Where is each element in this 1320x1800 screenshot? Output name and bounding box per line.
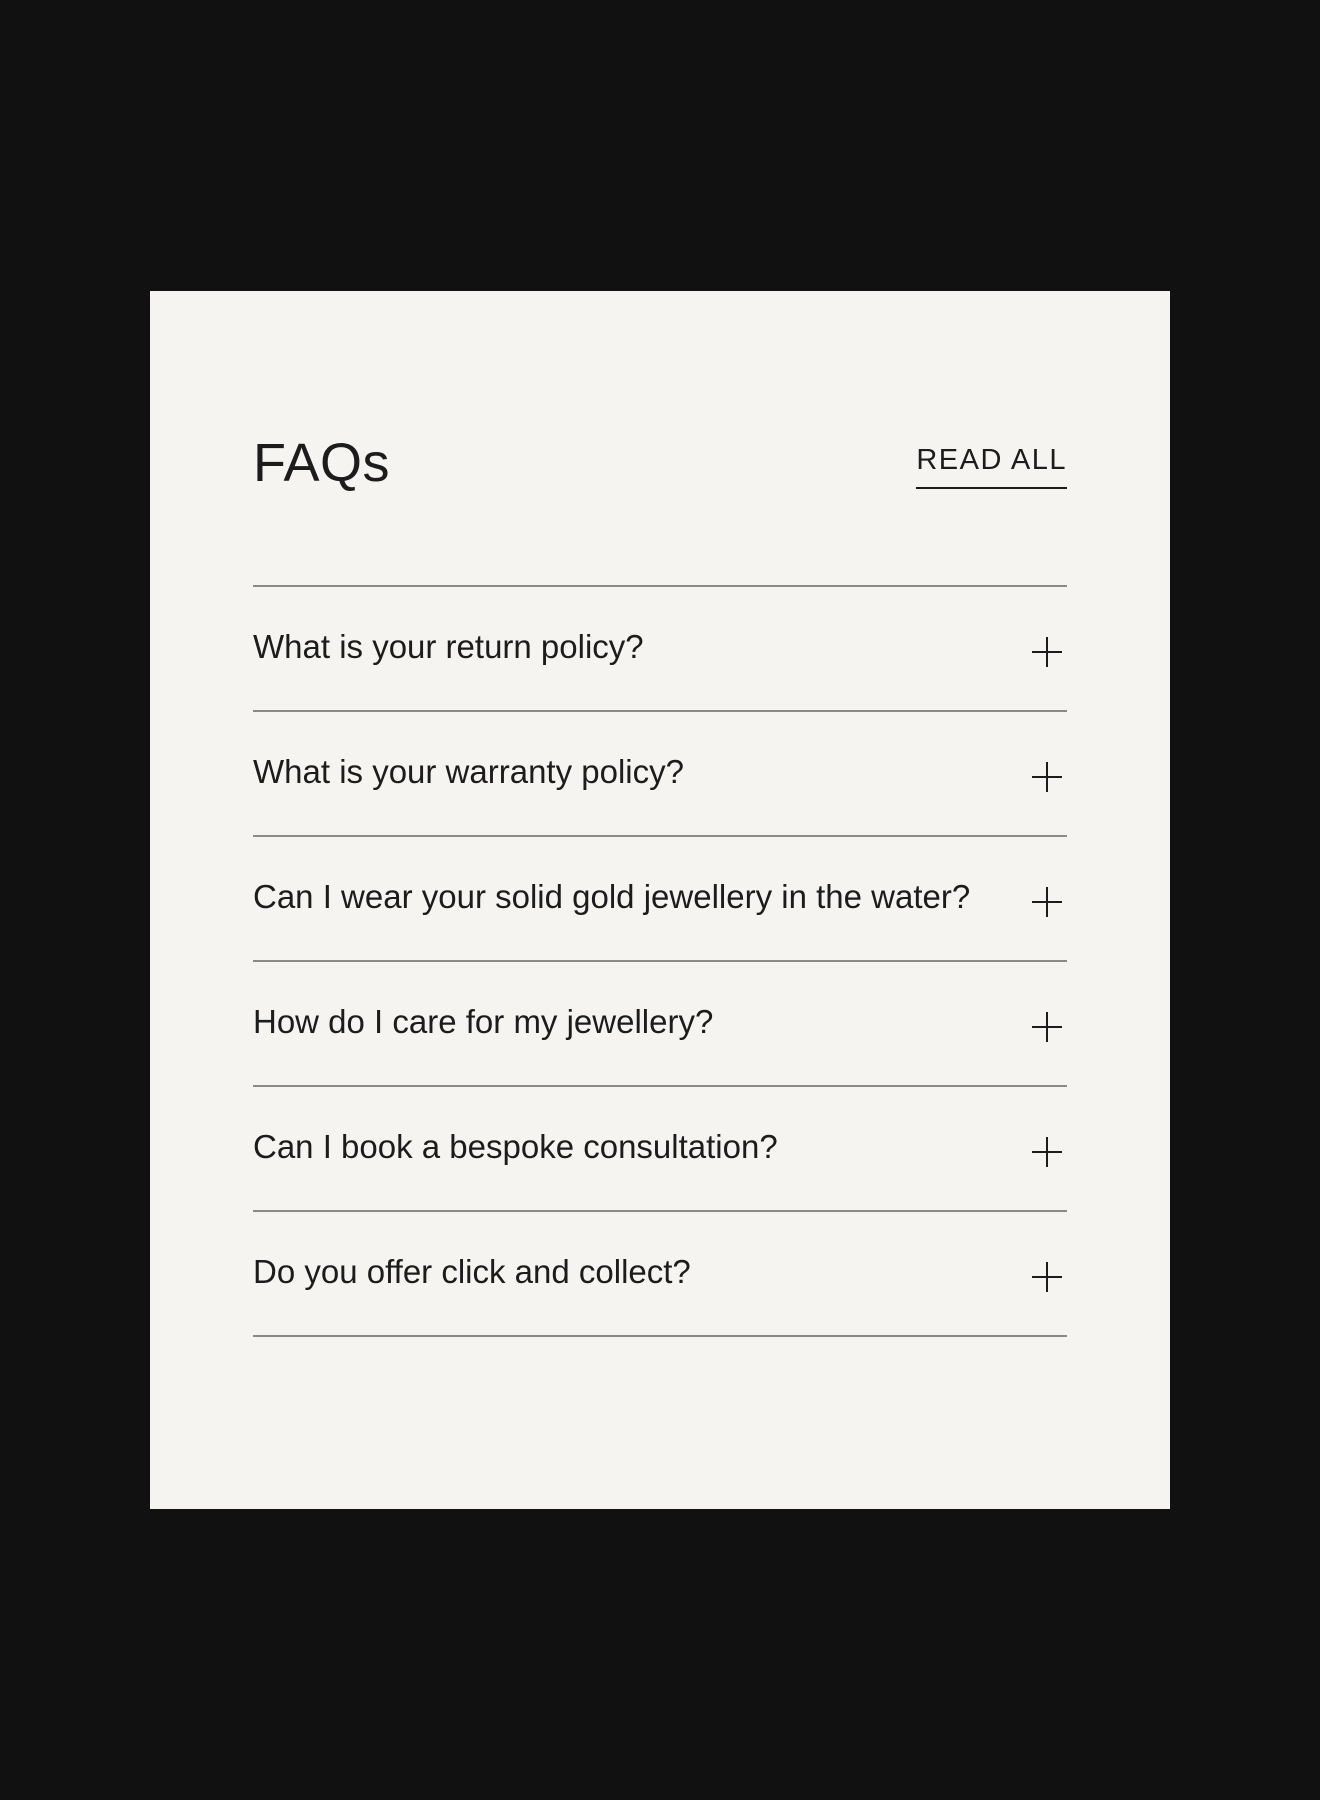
faq-header xyxy=(253,431,1067,495)
faq-item-return-policy[interactable] xyxy=(253,587,1067,712)
plus-icon[interactable] xyxy=(1032,1137,1062,1167)
plus-icon[interactable] xyxy=(1032,887,1062,917)
faq-list xyxy=(253,585,1067,1337)
faq-item-click-and-collect[interactable] xyxy=(253,1212,1067,1337)
faq-item-bespoke-consultation[interactable] xyxy=(253,1087,1067,1212)
read-all-link[interactable]: READ ALL xyxy=(916,443,1067,489)
faq-question: How do I care for my jewellery? xyxy=(253,1003,714,1040)
faq-title: FAQs xyxy=(253,433,391,493)
faq-question: Can I wear your solid gold jewellery in the water? xyxy=(253,878,971,915)
faq-item-jewellery-care[interactable] xyxy=(253,962,1067,1087)
faq-item-warranty-policy[interactable] xyxy=(253,712,1067,837)
faq-question: What is your return policy? xyxy=(253,628,644,665)
plus-icon[interactable] xyxy=(1032,1262,1062,1292)
faq-question: Can I book a bespoke consultation? xyxy=(253,1128,778,1165)
faq-question: What is your warranty policy? xyxy=(253,753,684,790)
plus-icon[interactable] xyxy=(1032,637,1062,667)
faq-item-gold-in-water[interactable] xyxy=(253,837,1067,962)
plus-icon[interactable] xyxy=(1032,1012,1062,1042)
faq-question: Do you offer click and collect? xyxy=(253,1253,691,1290)
faq-panel xyxy=(150,291,1170,1509)
plus-icon[interactable] xyxy=(1032,762,1062,792)
